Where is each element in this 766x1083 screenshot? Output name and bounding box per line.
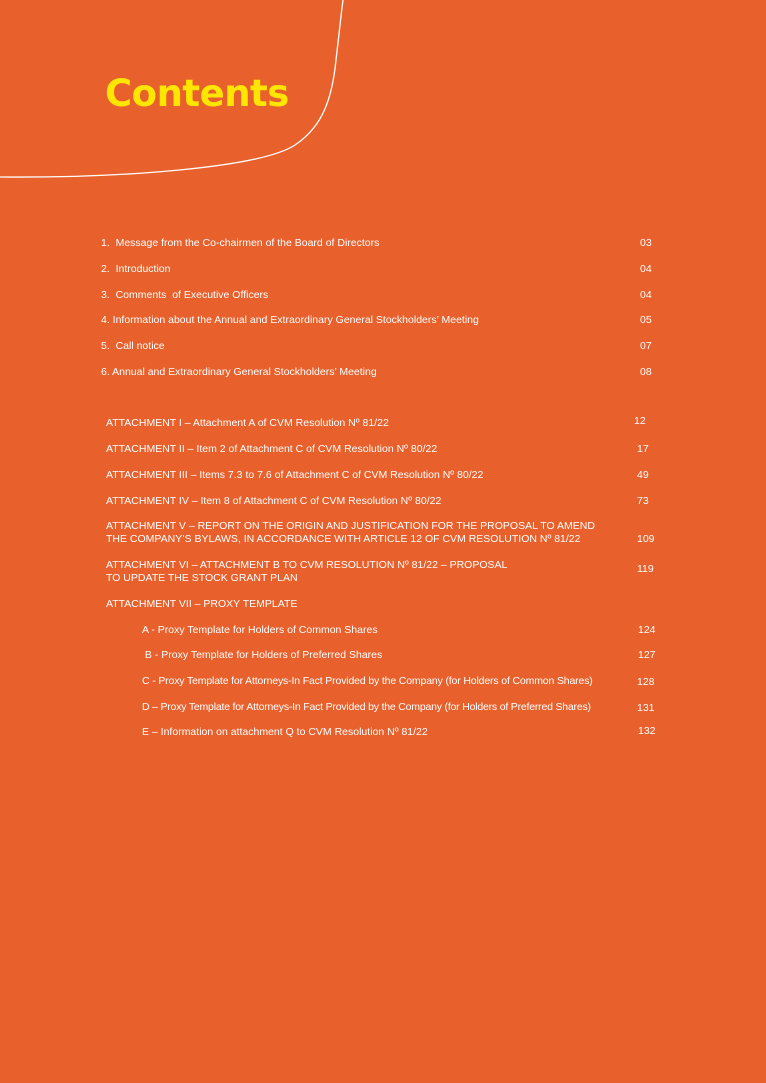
toc-page-number: 131 (637, 702, 655, 714)
toc-entry-label: 4. Information about the Annual and Extraordinary General Stockholders’ Meeting (101, 314, 479, 326)
toc-page-number: 132 (638, 725, 656, 737)
toc-entry-label: ATTACHMENT I – Attachment A of CVM Resolution Nº 81/22 (106, 417, 389, 429)
toc-page-number: 17 (637, 443, 649, 455)
toc-page-number: 128 (637, 676, 655, 688)
toc-entry-label: ATTACHMENT V – REPORT ON THE ORIGIN AND JUSTIFICATION FOR THE PROPOSAL TO AMEND THE COMPANY’S BYLAWS, IN ACCORDANCE WITH ARTICLE 12 OF CVM RESOLUTION Nº 81/22 (106, 520, 595, 545)
toc-entry-label: A - Proxy Template for Holders of Common Shares (142, 624, 378, 636)
toc-page-number: 124 (638, 624, 656, 636)
toc-entry-label: ATTACHMENT VI – ATTACHMENT B TO CVM RESOLUTION Nº 81/22 – PROPOSAL TO UPDATE THE STOCK GRANT PLAN (106, 559, 508, 584)
toc-entry-label: 3. Comments of Executive Officers (101, 289, 269, 301)
toc-entry-label: C - Proxy Template for Attorneys-In Fact Provided by the Company (for Holders of Common Shares) (142, 675, 593, 687)
toc-entry-label: 5. Call notice (101, 340, 165, 352)
toc-entry-label: 2. Introduction (101, 263, 171, 275)
toc-entry-label: ATTACHMENT VII – PROXY TEMPLATE (106, 598, 298, 610)
toc-entry-label: ATTACHMENT IV – Item 8 of Attachment C of CVM Resolution Nº 80/22 (106, 495, 442, 507)
toc-page-number: 109 (637, 533, 655, 545)
toc-entry-label: D – Proxy Template for Attorneys-In Fact Provided by the Company (for Holders of Preferred Shares) (142, 701, 591, 713)
toc-entry-label: ATTACHMENT II – Item 2 of Attachment C of CVM Resolution Nº 80/22 (106, 443, 438, 455)
toc-page-number: 07 (640, 340, 652, 352)
toc-page-number: 05 (640, 314, 652, 326)
toc-page-number: 73 (637, 495, 649, 507)
toc-entry-label: E – Information on attachment Q to CVM Resolution Nº 81/22 (142, 726, 428, 738)
toc-entry-label: ATTACHMENT III – Items 7.3 to 7.6 of Attachment C of CVM Resolution Nº 80/22 (106, 469, 484, 481)
toc-entry-label: B - Proxy Template for Holders of Preferred Shares (142, 649, 383, 661)
toc-page-number: 127 (638, 649, 656, 661)
page-title: Contents (105, 72, 289, 115)
toc-page-number: 03 (640, 237, 652, 249)
toc-page-number: 04 (640, 263, 652, 275)
toc-page-number: 08 (640, 366, 652, 378)
toc-page-number: 12 (634, 415, 646, 427)
toc-page-number: 49 (637, 469, 649, 481)
toc-page-number: 04 (640, 289, 652, 301)
toc-entry-label: 6. Annual and Extraordinary General Stockholders’ Meeting (101, 366, 377, 378)
toc-entry-label: 1. Message from the Co-chairmen of the Board of Directors (101, 237, 380, 249)
toc-page-number: 119 (637, 563, 654, 575)
